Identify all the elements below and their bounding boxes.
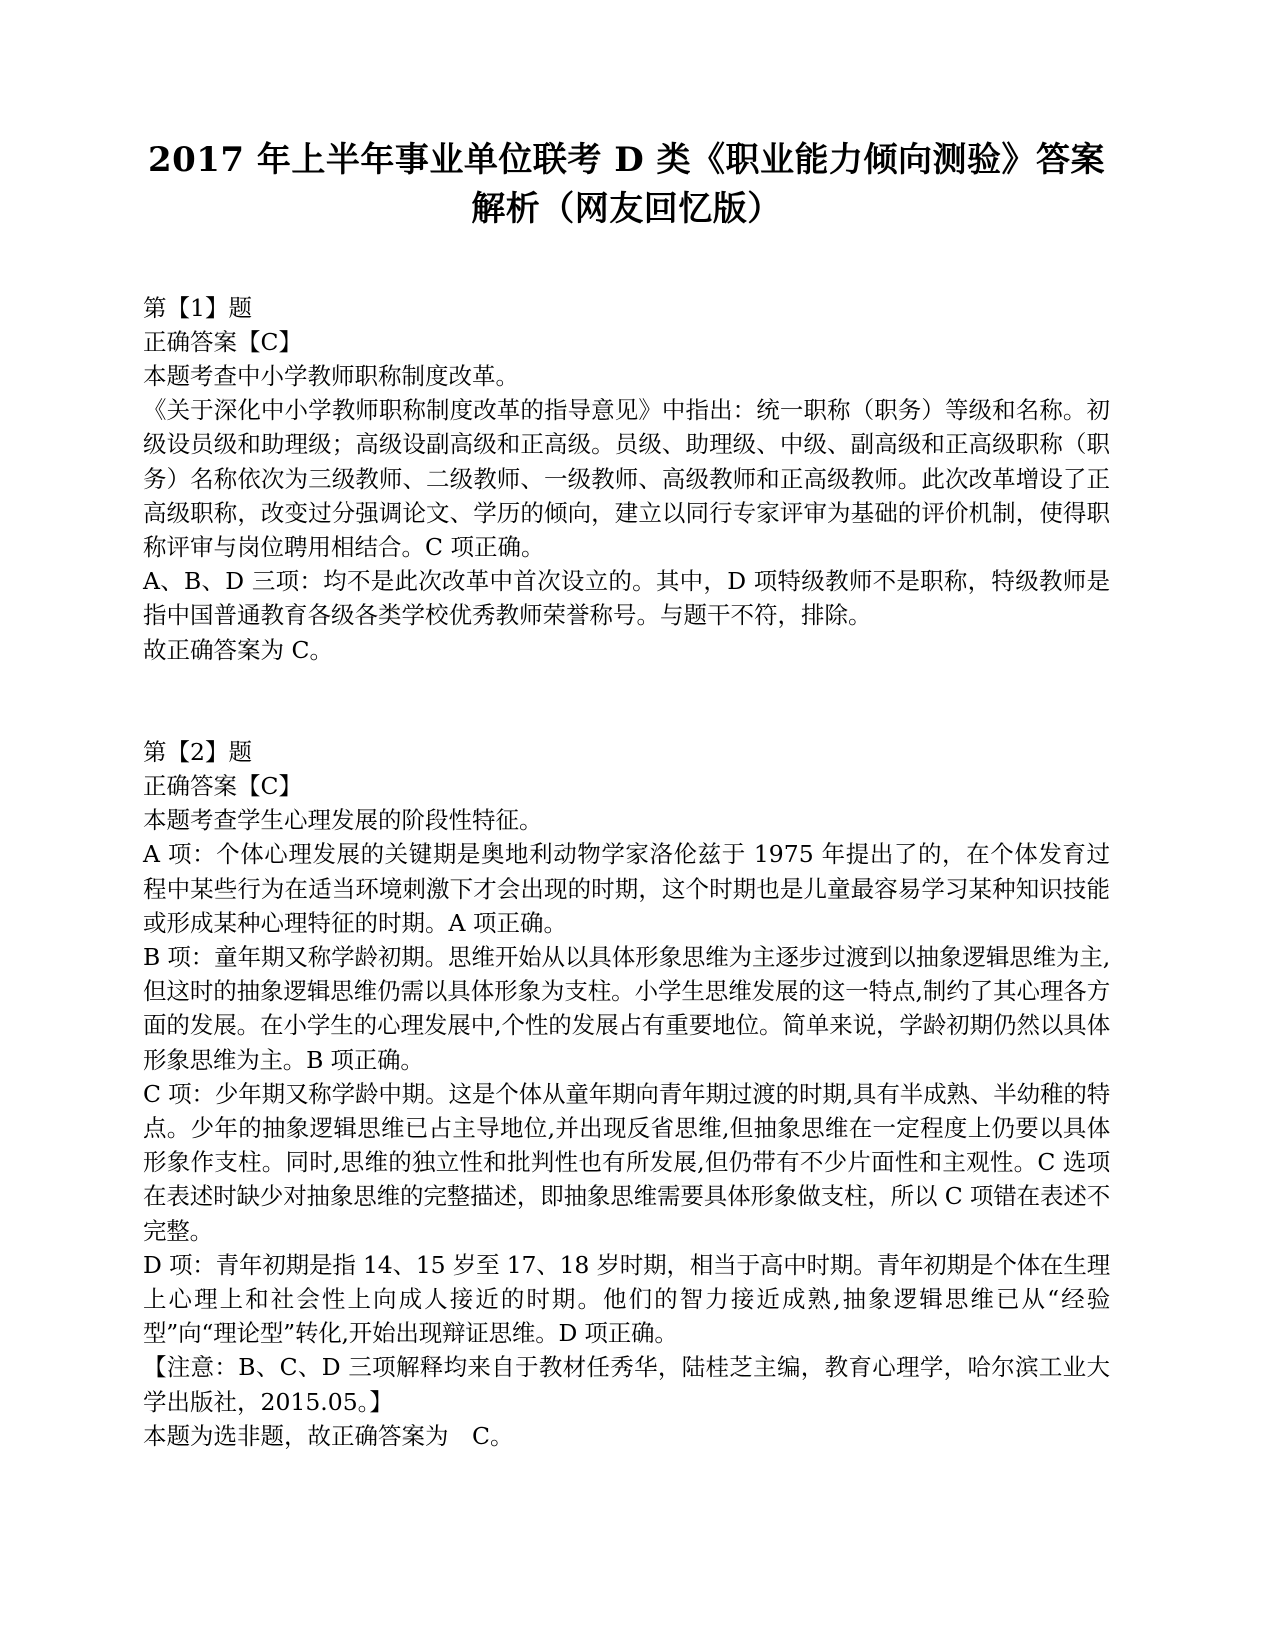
explanation-paragraph: 本题考查学生心理发展的阶段性特征。	[143, 806, 543, 835]
option-d-explanation: D 项：青年初期是指 14、15 岁至 17、18 岁时期，相当于高中时期。青年初期是个体在生理上心理上和社会性上向成人接近的时期。他们的智力接近成熟,抽象逻辑思维已从“经验型”向“理论型”转化,开始出现辩证思维。D 项正确。	[143, 1250, 1110, 1348]
option-b-explanation: B 项：童年期又称学龄初期。思维开始从以具体形象思维为主逐步过渡到以抽象逻辑思维为主,但这时的抽象逻辑思维仍需以具体形象为支柱。小学生思维发展的这一特点,制约了其心理各方面的发展。在小学生的心理发展中,个性的发展占有重要地位。简单来说，学龄初期仍然以具体形象思维为主。B 项正确。	[143, 943, 1110, 1074]
correct-answer-1: 正确答案【C】	[143, 327, 302, 356]
document-content	[143, 0, 1110, 1453]
page-title: 2017 年上半年事业单位联考 D 类《职业能力倾向测验》答案解析（网友回忆版）	[147, 140, 1106, 230]
conclusion-paragraph: 故正确答案为 C。	[143, 635, 333, 664]
explanation-paragraph: 本题考查中小学教师职称制度改革。	[143, 362, 519, 390]
note-paragraph: 【注意：B、C、D 三项解释均来自于教材任秀华，陆桂芝主编，教育心理学，哈尔滨工业大学出版社，2015.05。】	[143, 1353, 1110, 1416]
option-c-explanation: C 项：少年期又称学龄中期。这是个体从童年期向青年期过渡的时期,具有半成熟、半幼稚的特点。少年的抽象逻辑思维已占主导地位,并出现反省思维,但抽象思维在一定程度上仍要以具体形象作支柱。同时,思维的独立性和批判性也有所发展,但仍带有不少片面性和主观性。C 选项在表述时缺少对抽象思维的完整描述，即抽象思维需要具体形象做支柱，所以 C 项错在表述不完整。	[143, 1079, 1110, 1245]
question-number-1: 第【1】题	[143, 293, 252, 322]
question-block-1	[143, 291, 1110, 667]
question-number-2: 第【2】题	[143, 737, 252, 766]
correct-answer-2: 正确答案【C】	[143, 772, 302, 801]
option-a-explanation: A 项：个体心理发展的关键期是奥地利动物学家洛伦兹于 1975 年提出了的，在个体发育过程中某些行为在适当环境刺激下才会出现的时期，这个时期也是儿童最容易学习某种知识技能或形成某种心理特征的时期。A 项正确。	[143, 840, 1110, 937]
conclusion-paragraph: 本题为选非题，故正确答案为 C。	[143, 1421, 514, 1450]
explanation-paragraph: 《关于深化中小学教师职称制度改革的指导意见》中指出：统一职称（职务）等级和名称。初级设员级和助理级；高级设副高级和正高级。员级、助理级、中级、副高级和正高级职称（职务）名称依次为三级教师、二级教师、一级教师、高级教师和正高级教师。此次改革增设了正高级职称，改变过分强调论文、学历的倾向，建立以同行专家评审为基础的评价机制，使得职称评审与岗位聘用相结合。C 项正确。	[143, 396, 1110, 562]
question-block-2	[143, 735, 1110, 1453]
explanation-paragraph: A、B、D 三项：均不是此次改革中首次设立的。其中，D 项特级教师不是职称，特级教师是指中国普通教育各级各类学校优秀教师荣誉称号。与题干不符，排除。	[143, 567, 1110, 630]
